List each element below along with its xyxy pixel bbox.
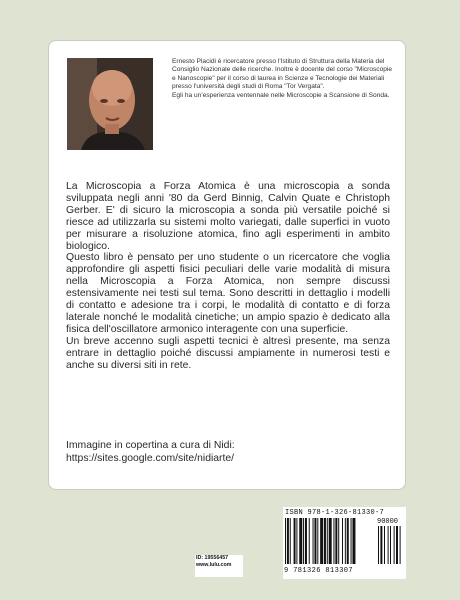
barcode-digits: 9 781326 813307 (284, 567, 354, 575)
description-paragraph: La Microscopia a Forza Atomica è una microscopia a sonda sviluppata negli anni '80 da Gerd Binnig, Calvin Quate e Christoph Gerber. E' di sicuro la microscopia a sonda più versatile poiché si riesce ad utilizzarla su sistemi molto variegati, dalle superfici in vuoto per misurare a risoluzione atomica, fino agli esperimenti in ambito biologico. (66, 181, 390, 252)
publisher-id: ID: 19556457 (196, 555, 229, 561)
description-paragraph: Un breve accenno sugli aspetti tecnici è altresì presente, ma senza entrare in dettaglio poiché discussi ampiamente in numerosi testi e anche su diversi siti in rete. (66, 335, 390, 371)
price-code: 90000 (377, 518, 399, 526)
description-paragraph: Questo libro è pensato per uno studente o un ricercatore che voglia approfondire gli aspetti fisici peculiari delle varie modalità di misura nella Microscopia a Forza Atomica, non sempre discussi estensivamente nei testi sul tema. Sono descritti in dettaglio i modelli di contatto e adesione tra i corpi, le modalità di contatto e di forza laterale nonché le modalità cinetiche; un ampio spazio è dedicato alla fisica dell'oscillatore armonico interagente con una superficie. (66, 252, 390, 335)
publisher-info (195, 555, 243, 577)
isbn-label: ISBN 978-1-326-81330-7 (285, 509, 385, 517)
author-bio-paragraph: Egli ha un'esperienza ventennale nelle Microscopie a Scansione di Sonda. (172, 91, 390, 99)
isbn-barcode (283, 507, 406, 579)
cover-credit-line: Immagine in copertina a cura di Nidi: (66, 440, 235, 451)
barcode-bars (285, 518, 405, 568)
author-photo (67, 58, 153, 150)
author-bio-paragraph: Ernesto Placidi è ricercatore presso l'Istituto di Struttura della Materia del Consiglio Nazionale delle ricerche. Inoltre è docente del corso "Microscopie e Nanoscopie" per il corso di laurea in Scienze e Tecnologie dei Materiali presso l'università degli studi di Roma "Tor Vergata". (172, 58, 393, 91)
book-description (66, 181, 390, 372)
publisher-site[interactable]: www.lulu.com (196, 562, 232, 568)
cover-credit-link[interactable]: https://sites.google.com/site/nidiarte/ (66, 452, 235, 464)
cover-credit (66, 440, 366, 465)
author-bio (172, 58, 397, 100)
